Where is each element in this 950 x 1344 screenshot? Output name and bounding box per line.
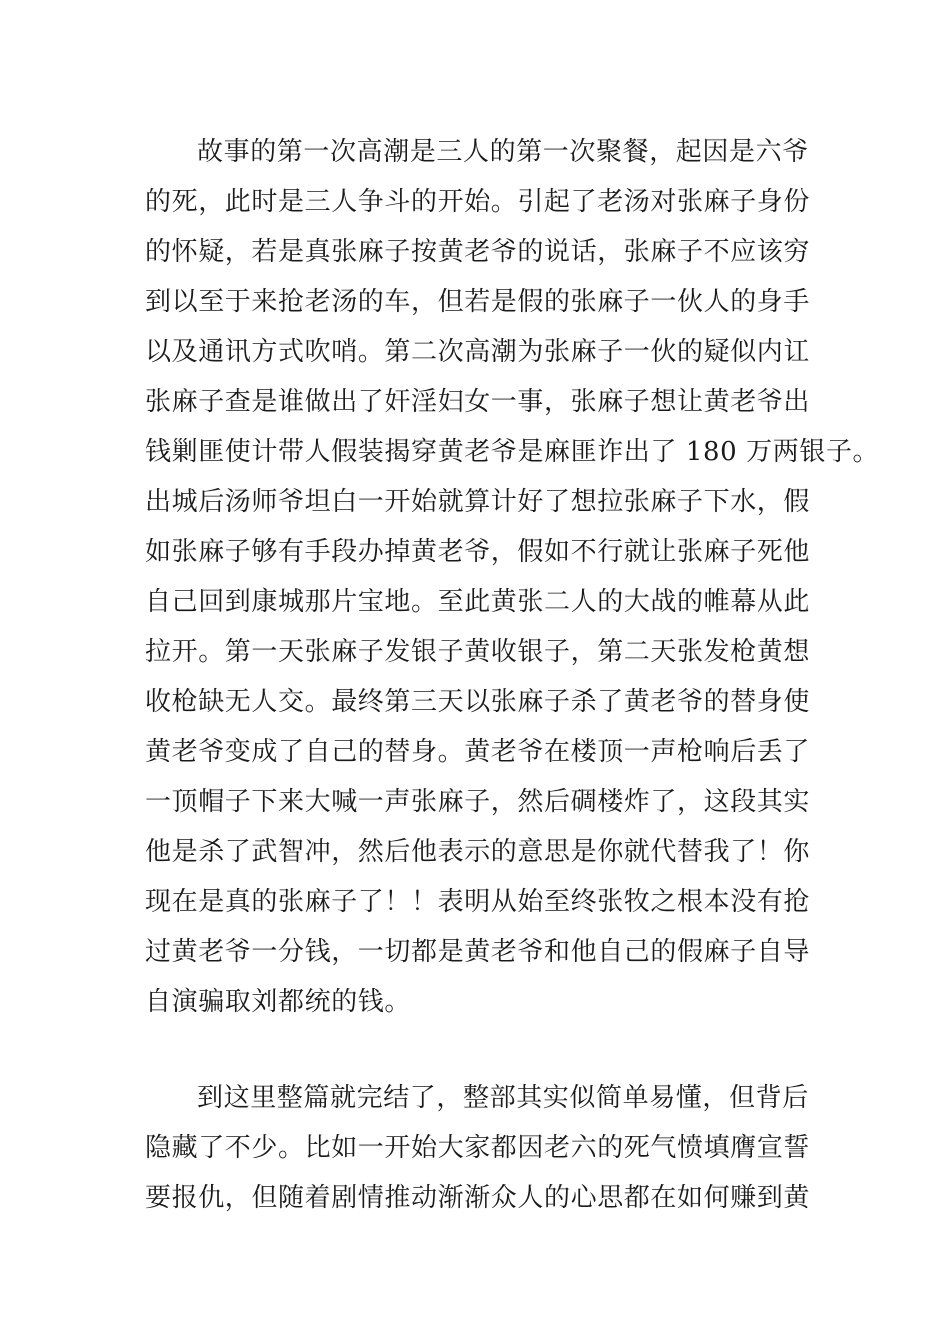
paragraph-1-line-10: 自己回到康城那片宝地。至此黄张二人的大战的帷幕从此 (145, 587, 811, 617)
paragraph-1-line-13: 黄老爷变成了自己的替身。黄老爷在楼顶一声枪响后丢了 (145, 737, 811, 767)
paragraph-1-line-6: 张麻子查是谁做出了奸淫妇女一事，张麻子想让黄老爷出 (145, 387, 811, 417)
paragraph-1-line-11: 拉开。第一天张麻子发银子黄收银子，第二天张发枪黄想 (145, 637, 811, 667)
paragraph-2-line-1: 到这里整篇就完结了，整部其实似简单易懂，但背后 (197, 1083, 809, 1113)
paragraph-1-line-1: 故事的第一次高潮是三人的第一次聚餐，起因是六爷 (197, 137, 809, 167)
paragraph-1-line-5: 以及通讯方式吹哨。第二次高潮为张麻子一伙的疑似内讧 (145, 337, 811, 367)
paragraph-2-line-3: 要报仇，但随着剧情推动渐渐众人的心思都在如何赚到黄 (145, 1183, 811, 1213)
paragraph-1-line-18: 自演骗取刘都统的钱。 (145, 987, 412, 1017)
paragraph-1-line-17: 过黄老爷一分钱，一切都是黄老爷和他自己的假麻子自导 (145, 937, 811, 967)
paragraph-1-line-3: 的怀疑，若是真张麻子按黄老爷的说话，张麻子不应该穷 (145, 237, 811, 267)
paragraph-1-line-9: 如张麻子够有手段办掉黄老爷，假如不行就让张麻子死他 (145, 537, 811, 567)
paragraph-1-line-2: 的死，此时是三人争斗的开始。引起了老汤对张麻子身份 (145, 187, 811, 217)
paragraph-2-line-2: 隐藏了不少。比如一开始大家都因老六的死气愤填膺宣誓 (145, 1133, 811, 1163)
paragraph-1-line-7: 钱剿匪使计带人假装揭穿黄老爷是麻匪诈出了 180 万两银子。 (145, 437, 880, 467)
paragraph-1-line-15: 他是杀了武智冲，然后他表示的意思是你就代替我了！你 (145, 837, 811, 867)
paragraph-1-line-14: 一顶帽子下来大喊一声张麻子，然后碉楼炸了，这段其实 (145, 787, 811, 817)
paragraph-1-line-8: 出城后汤师爷坦白一开始就算计好了想拉张麻子下水，假 (145, 487, 811, 517)
paragraph-1-line-12: 收枪缺无人交。最终第三天以张麻子杀了黄老爷的替身使 (145, 687, 811, 717)
paragraph-1-line-16: 现在是真的张麻子了！！表明从始至终张牧之根本没有抢 (145, 887, 811, 917)
paragraph-1-line-4: 到以至于来抢老汤的车，但若是假的张麻子一伙人的身手 (145, 287, 811, 317)
